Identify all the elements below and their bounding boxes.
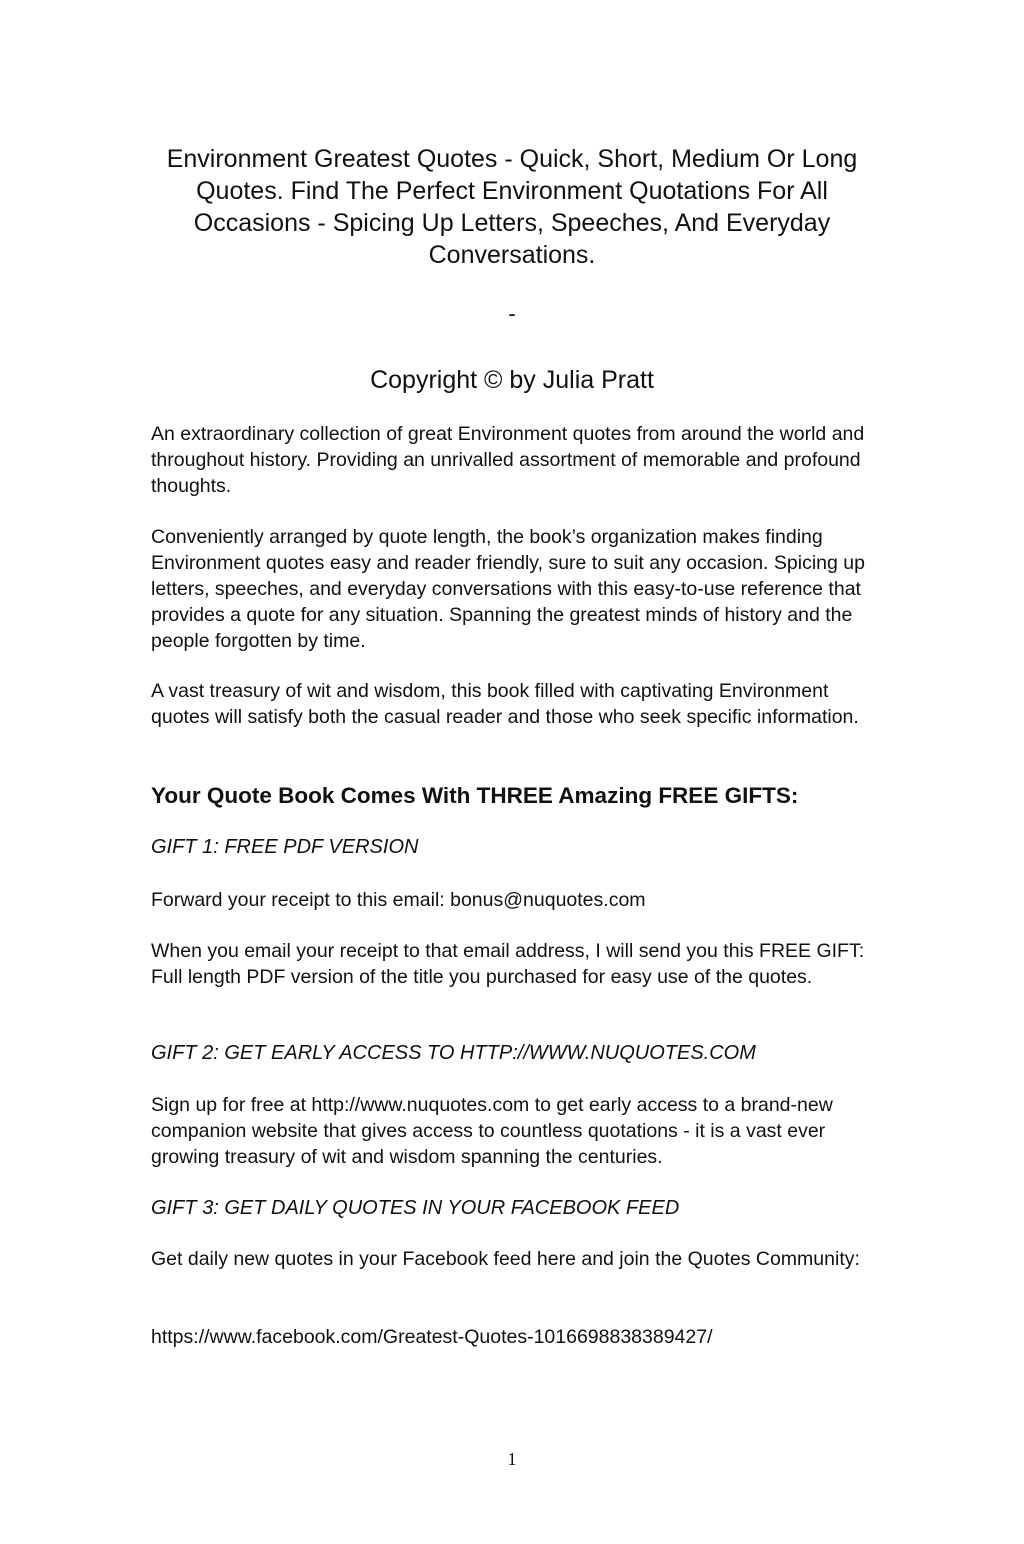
facebook-link[interactable]: https://www.facebook.com/Greatest-Quotes-1016698838389427/ <box>151 1326 713 1348</box>
gift3-description-text: Get daily new quotes in your Facebook feed here and join the Quotes Community: <box>151 1248 860 1270</box>
separator-dash: - <box>508 301 516 326</box>
intro-paragraph-3 <box>151 678 876 730</box>
gift2-description <box>151 1092 876 1170</box>
intro-paragraph-2 <box>151 524 876 654</box>
gift1-heading: GIFT 1: FREE PDF VERSION <box>151 836 419 858</box>
intro-paragraph-2-text: Conveniently arranged by quote length, the book’s organization makes finding Environment quotes easy and reader friendly, sure to suit any occasion. Spicing up letters, speeches, and everyday conversations with this easy-to-use reference that provides a quote for any situation. Spanning the greatest minds of history and the people forgotten by time. <box>151 526 865 652</box>
gift1-description <box>151 938 876 990</box>
gift3-heading: GIFT 3: GET DAILY QUOTES IN YOUR FACEBOOK FEED <box>151 1197 680 1219</box>
gift2-heading: GIFT 2: GET EARLY ACCESS TO HTTP://WWW.NUQUOTES.COM <box>151 1042 756 1064</box>
gift3-description <box>151 1246 876 1272</box>
gift1-email-text[interactable]: Forward your receipt to this email: bonus@nuquotes.com <box>151 889 646 911</box>
copyright-line: Copyright © by Julia Pratt <box>370 366 654 394</box>
intro-paragraph-1-text: An extraordinary collection of great Environment quotes from around the world and throughout history. Providing an unrivalled assortment of memorable and profound thoughts. <box>151 423 865 497</box>
page-number: 1 <box>507 1449 517 1469</box>
gift1-email-line <box>151 887 876 913</box>
gifts-heading: Your Quote Book Comes With THREE Amazing FREE GIFTS: <box>151 783 799 808</box>
facebook-link-line <box>151 1324 876 1350</box>
gift1-description-text: When you email your receipt to that email address, I will send you this FREE GIFT: Full length PDF version of the title you purchased for easy use of the quotes. <box>151 940 865 988</box>
book-title: Environment Greatest Quotes - Quick, Short, Medium Or Long Quotes. Find The Perfect Environment Quotations For All Occasions - Spicing Up Letters, Speeches, And Everyday Conversations. <box>166 145 858 269</box>
intro-paragraph-1 <box>151 421 876 499</box>
intro-paragraph-3-text: A vast treasury of wit and wisdom, this book filled with captivating Environment quotes will satisfy both the casual reader and those who seek specific information. <box>151 680 859 728</box>
gift2-description-text: Sign up for free at http://www.nuquotes.com to get early access to a brand-new companion website that gives access to countless quotations - it is a vast ever growing treasury of wit and wisdom spanning the centuries. <box>151 1094 833 1168</box>
